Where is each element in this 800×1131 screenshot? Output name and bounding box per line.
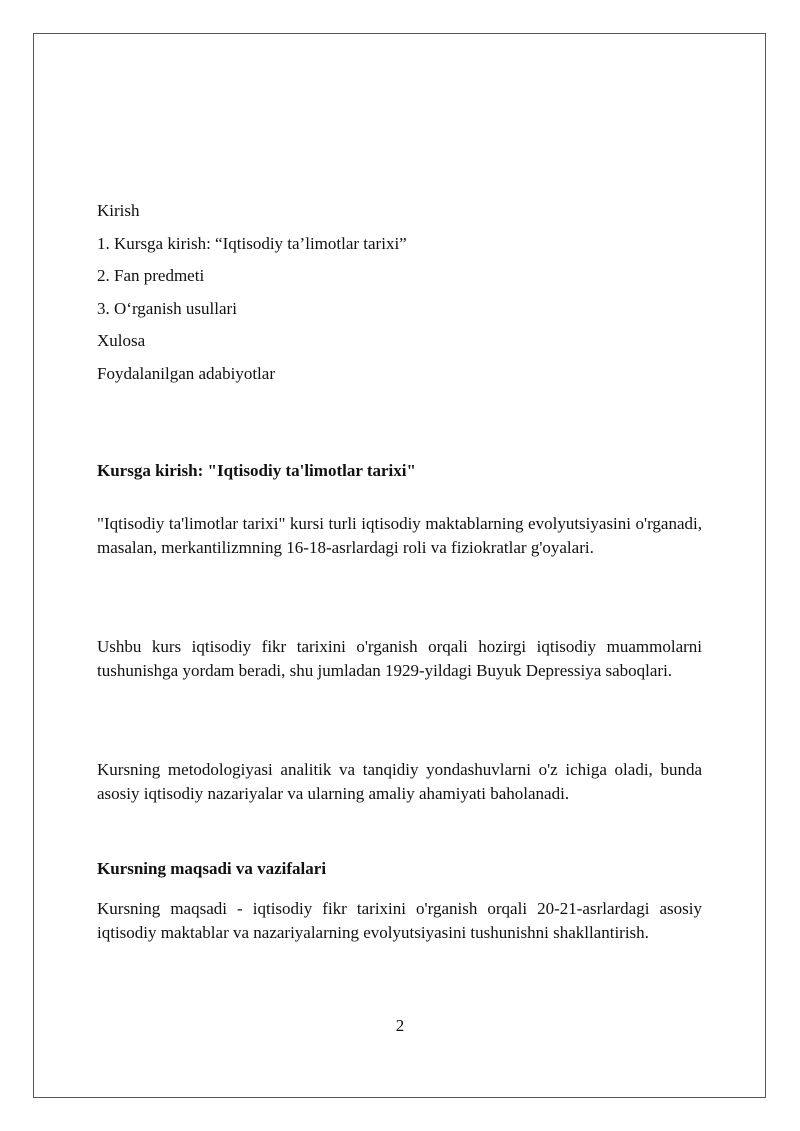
- toc-item: Xulosa: [97, 331, 146, 351]
- toc-item: 3. O‘rganish usullari: [97, 298, 237, 318]
- paragraph-text: "Iqtisodiy ta'limotlar tarixi" kursi turli iqtisodiy maktablarning evolyutsiyasini o'rganadi, masalan, merkantilizmning 16-18-asrlardagi roli va fiziokratlar g'oyalari.: [97, 514, 702, 557]
- toc-item: Foydalanilgan adabiyotlar: [97, 363, 275, 383]
- section-heading: [97, 459, 702, 483]
- paragraph: [97, 512, 702, 560]
- paragraph-text: Kursning metodologiyasi analitik va tanqidiy yondashuvlarni o'z ichiga oladi, bunda asosiy iqtisodiy nazariyalar va ularning amaliy ahamiyati baholanadi.: [97, 760, 702, 803]
- section-heading-text: Kursga kirish: "Iqtisodiy ta'limotlar tarixi": [97, 461, 416, 480]
- toc-item: 2. Fan predmeti: [97, 266, 205, 286]
- section-heading: [97, 857, 702, 881]
- toc-item: 1. Kursga kirish: “Iqtisodiy ta’limotlar tarixi”: [97, 233, 407, 253]
- paragraph: [97, 897, 702, 945]
- paragraph: [97, 758, 702, 806]
- toc-item: Kirish: [97, 201, 140, 220]
- page-number: 2: [395, 1016, 405, 1035]
- paragraph-text: Kursning maqsadi - iqtisodiy fikr tarixini o'rganish orqali 20-21-asrlardagi asosiy iqtisodiy maktablar va nazariyalarning evolyutsiyasini tushunishni shakllantirish.: [97, 899, 702, 942]
- table-of-contents: [97, 199, 702, 395]
- paragraph: [97, 635, 702, 683]
- paragraph-text: Ushbu kurs iqtisodiy fikr tarixini o'rganish orqali hozirgi iqtisodiy muammolarni tushunishga yordam beradi, shu jumladan 1929-yildagi Buyuk Depressiya saboqlari.: [97, 637, 702, 680]
- section-heading-text: Kursning maqsadi va vazifalari: [97, 859, 327, 878]
